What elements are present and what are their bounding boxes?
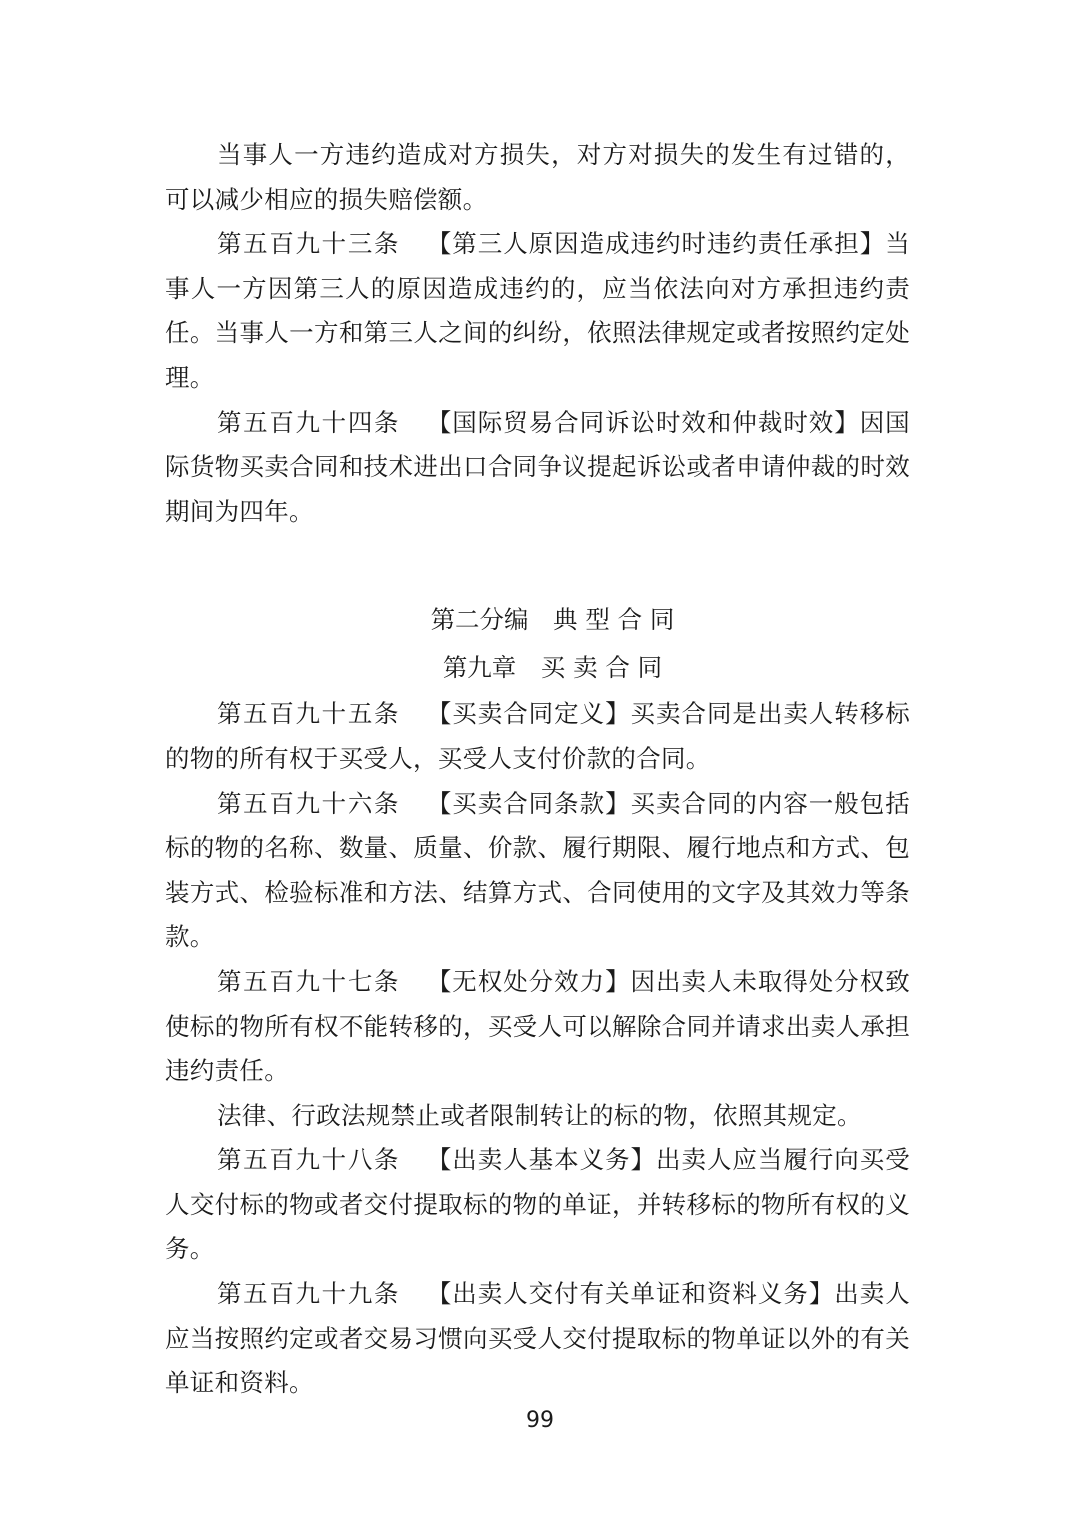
article-title: 【无权处分效力】 xyxy=(426,966,631,996)
article-number: 第五百九十三条 xyxy=(217,229,401,259)
chapter-heading: 第九章 买 卖 合 同 xyxy=(442,653,663,683)
paragraph-592-continued xyxy=(165,133,910,222)
article-text: 出卖人应当履行向买受人交付标的物或者交付提取标的物的单证，并转移标的物所有权的义务。 xyxy=(165,1145,911,1264)
article-597-paragraph-2 xyxy=(165,1094,910,1139)
article-number: 第五百九十六条 xyxy=(217,788,401,818)
part-heading: 第二分编 典 型 合 同 xyxy=(430,605,675,635)
article-title: 【出卖人交付有关单证和资料义务】 xyxy=(426,1279,835,1309)
article-text: 当事人一方因第三人的原因造成违约的，应当依法向对方承担违约责任。当事人一方和第三人之间的纠纷，依照法律规定或者按照约定处理。 xyxy=(165,229,910,392)
article-title: 【第三人原因造成违约时违约责任承担】 xyxy=(426,229,886,259)
article-595 xyxy=(165,692,910,781)
article-number: 第五百九十八条 xyxy=(217,1145,401,1175)
article-596 xyxy=(165,782,910,960)
article-number: 第五百九十九条 xyxy=(217,1279,401,1309)
paragraph-text: 法律、行政法规禁止或者限制转让的标的物，依照其规定。 xyxy=(217,1100,862,1130)
article-title: 【买卖合同条款】 xyxy=(426,788,631,818)
article-599 xyxy=(165,1272,910,1406)
article-text: 买卖合同是出卖人转移标的物的所有权于买受人，买受人支付价款的合同。 xyxy=(165,699,910,773)
article-number: 第五百九十七条 xyxy=(217,966,401,996)
article-text: 出卖人应当按照约定或者交易习惯向买受人交付提取标的物单证以外的有关单证和资料。 xyxy=(165,1279,910,1398)
article-number: 第五百九十五条 xyxy=(217,699,401,729)
section-heading-block xyxy=(165,596,910,692)
article-text: 因国际货物买卖合同和技术进出口合同争议提起诉讼或者申请仲裁的时效期间为四年。 xyxy=(165,407,910,526)
document-body xyxy=(165,133,910,1406)
article-594 xyxy=(165,401,910,535)
page-number: 99 xyxy=(526,1408,554,1433)
article-597 xyxy=(165,960,910,1094)
article-598 xyxy=(165,1138,910,1272)
article-number: 第五百九十四条 xyxy=(217,407,401,437)
article-593 xyxy=(165,222,910,400)
article-text: 买卖合同的内容一般包括标的物的名称、数量、质量、价款、履行期限、履行地点和方式、包装方式、检验标准和方法、结算方式、合同使用的文字及其效力等条款。 xyxy=(165,788,910,952)
article-text: 因出卖人未取得处分权致使标的物所有权不能转移的，买受人可以解除合同并请求出卖人承担违约责任。 xyxy=(165,966,910,1086)
article-title: 【国际贸易合同诉讼时效和仲裁时效】 xyxy=(426,407,860,437)
article-title: 【出卖人基本义务】 xyxy=(426,1145,657,1175)
paragraph-text: 当事人一方违约造成对方损失，对方对损失的发生有过错的，可以减少相应的损失赔偿额。 xyxy=(165,140,910,214)
article-title: 【买卖合同定义】 xyxy=(426,699,631,729)
